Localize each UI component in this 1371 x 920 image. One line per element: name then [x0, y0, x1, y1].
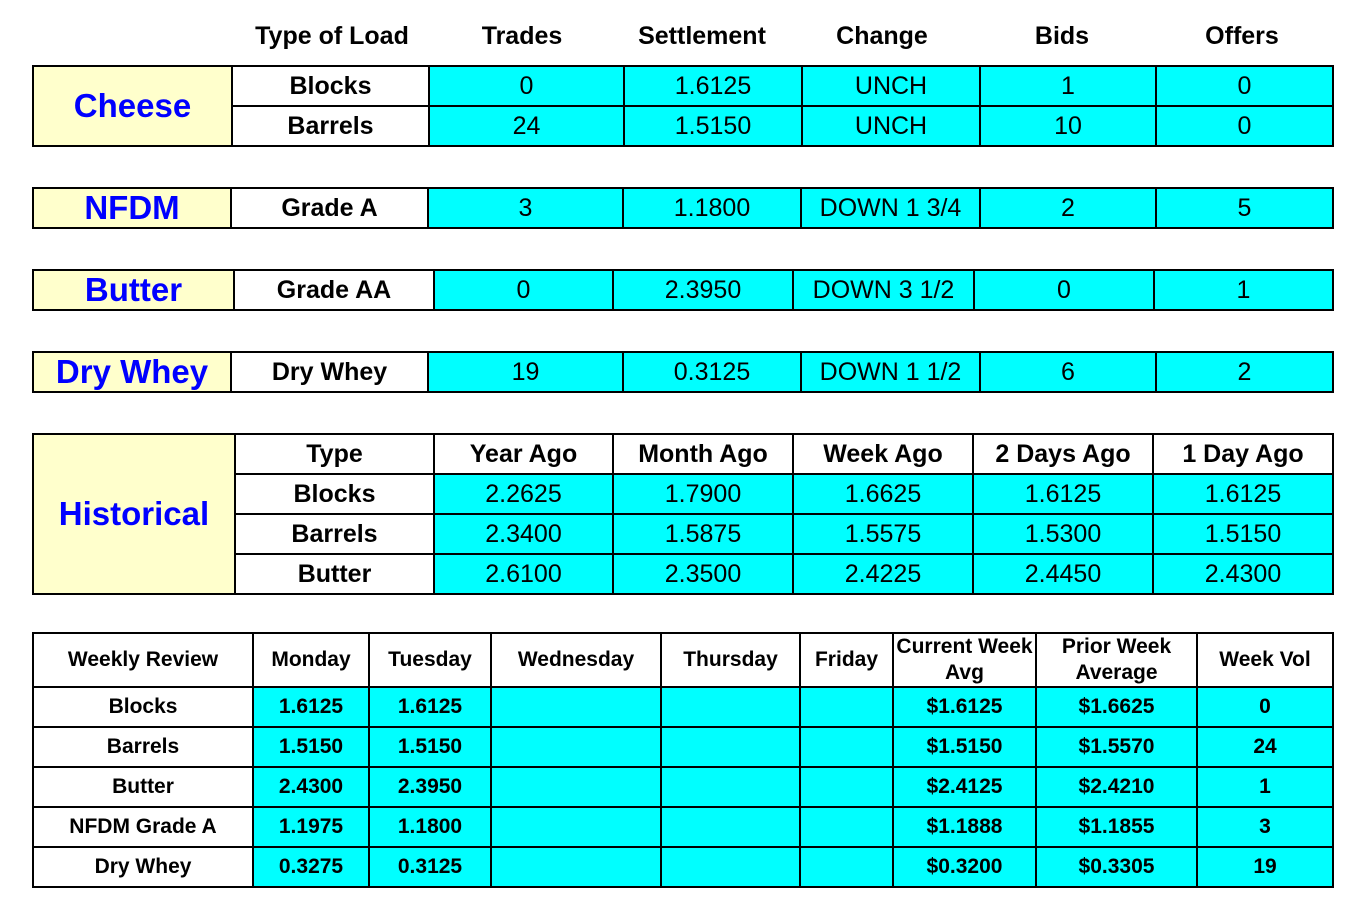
offers-cell: 0 [1156, 66, 1333, 106]
type-cell: Blocks [232, 66, 429, 106]
change-cell: DOWN 1 1/2 [801, 352, 980, 392]
value-cell: 1.1975 [253, 807, 369, 847]
value-cell [800, 807, 893, 847]
value-cell: 1.5300 [973, 514, 1153, 554]
type-cell: Grade A [231, 188, 428, 228]
header-change: Change [836, 22, 928, 50]
column-header: Type [235, 434, 434, 474]
value-cell: 1.5150 [253, 727, 369, 767]
change-cell: DOWN 3 1/2 [793, 270, 974, 310]
offers-cell: 1 [1154, 270, 1333, 310]
historical-table [32, 433, 1334, 595]
product-cell: Barrels [33, 727, 253, 767]
value-cell: 2.3950 [369, 767, 491, 807]
column-header: Week Vol [1197, 633, 1333, 687]
header-settlement: Settlement [638, 22, 766, 50]
value-cell: 0 [1197, 687, 1333, 727]
bids-cell: 6 [980, 352, 1156, 392]
bids-cell: 0 [974, 270, 1154, 310]
product-cell: Dry Whey [33, 847, 253, 887]
butter-table [32, 269, 1334, 311]
change-cell: UNCH [802, 106, 980, 146]
value-cell: 3 [1197, 807, 1333, 847]
value-cell: 1 [1197, 767, 1333, 807]
header-type-of-load: Type of Load [255, 22, 409, 50]
column-header: Weekly Review [33, 633, 253, 687]
column-header: Year Ago [434, 434, 613, 474]
trades-cell: 3 [428, 188, 623, 228]
value-cell: 1.5875 [613, 514, 793, 554]
column-header: 1 Day Ago [1153, 434, 1333, 474]
value-cell: 0.3275 [253, 847, 369, 887]
column-header: Current Week Avg [893, 633, 1036, 687]
dry-whey-table [32, 351, 1334, 393]
settlement-cell: 1.1800 [623, 188, 801, 228]
dry-whey-label: Dry Whey [33, 352, 231, 392]
table-row [33, 687, 1333, 727]
change-cell: UNCH [802, 66, 980, 106]
product-cell: NFDM Grade A [33, 807, 253, 847]
table-row [33, 270, 1333, 310]
value-cell: 2.3400 [434, 514, 613, 554]
value-cell: 1.5150 [369, 727, 491, 767]
settlement-cell: 0.3125 [623, 352, 801, 392]
value-cell [491, 767, 661, 807]
value-cell [661, 727, 800, 767]
value-cell: 0.3125 [369, 847, 491, 887]
column-header: Month Ago [613, 434, 793, 474]
bids-cell: 2 [980, 188, 1156, 228]
change-cell: DOWN 1 3/4 [801, 188, 980, 228]
value-cell: $1.1855 [1036, 807, 1197, 847]
value-cell [800, 767, 893, 807]
offers-cell: 5 [1156, 188, 1333, 228]
value-cell: 1.7900 [613, 474, 793, 514]
settlement-cell: 2.3950 [613, 270, 793, 310]
value-cell: $1.6625 [1036, 687, 1197, 727]
header-bids: Bids [1034, 22, 1090, 50]
cheese-label: Cheese [33, 66, 232, 146]
value-cell: 2.4300 [1153, 554, 1333, 594]
value-cell: 1.1800 [369, 807, 491, 847]
value-cell [661, 767, 800, 807]
value-cell: 2.4300 [253, 767, 369, 807]
settlement-cell: 1.5150 [624, 106, 802, 146]
table-row [33, 727, 1333, 767]
value-cell: $1.5570 [1036, 727, 1197, 767]
value-cell [800, 847, 893, 887]
trades-cell: 0 [429, 66, 624, 106]
column-header: 2 Days Ago [973, 434, 1153, 474]
value-cell [491, 687, 661, 727]
value-cell: 2.4450 [973, 554, 1153, 594]
column-header: Prior Week Average [1036, 633, 1197, 687]
type-cell: Dry Whey [231, 352, 428, 392]
cheese-table [32, 65, 1334, 147]
table-row [33, 807, 1333, 847]
column-header: Monday [253, 633, 369, 687]
value-cell: $1.5150 [893, 727, 1036, 767]
table-header-row [33, 633, 1333, 687]
value-cell: 2.3500 [613, 554, 793, 594]
historical-label: Historical [33, 434, 235, 594]
value-cell [661, 687, 800, 727]
value-cell: $0.3305 [1036, 847, 1197, 887]
value-cell: 1.5150 [1153, 514, 1333, 554]
value-cell: 1.6125 [973, 474, 1153, 514]
value-cell: 2.2625 [434, 474, 613, 514]
trades-cell: 24 [429, 106, 624, 146]
product-cell: Blocks [33, 687, 253, 727]
table-row [33, 847, 1333, 887]
column-header: Tuesday [369, 633, 491, 687]
type-cell: Butter [235, 554, 434, 594]
value-cell: $2.4125 [893, 767, 1036, 807]
value-cell [491, 847, 661, 887]
product-cell: Butter [33, 767, 253, 807]
table-row [33, 767, 1333, 807]
table-row [33, 188, 1333, 228]
type-cell: Grade AA [234, 270, 434, 310]
value-cell: 1.6125 [1153, 474, 1333, 514]
value-cell: 1.6625 [793, 474, 973, 514]
value-cell [661, 847, 800, 887]
value-cell: 2.4225 [793, 554, 973, 594]
header-offers: Offers [1205, 22, 1279, 50]
column-header: Wednesday [491, 633, 661, 687]
column-header: Thursday [661, 633, 800, 687]
offers-cell: 2 [1156, 352, 1333, 392]
table-header-row [33, 434, 1333, 474]
header-trades: Trades [481, 22, 563, 50]
value-cell: 1.6125 [369, 687, 491, 727]
weekly-review-table [32, 632, 1334, 888]
column-header: Friday [800, 633, 893, 687]
value-cell [661, 807, 800, 847]
value-cell [491, 807, 661, 847]
offers-cell: 0 [1156, 106, 1333, 146]
value-cell: 19 [1197, 847, 1333, 887]
value-cell: $2.4210 [1036, 767, 1197, 807]
type-cell: Barrels [235, 514, 434, 554]
nfdm-label: NFDM [33, 188, 231, 228]
value-cell [800, 727, 893, 767]
nfdm-table [32, 187, 1334, 229]
table-row [33, 66, 1333, 106]
type-cell: Barrels [232, 106, 429, 146]
bids-cell: 10 [980, 106, 1156, 146]
bids-cell: 1 [980, 66, 1156, 106]
table-row [33, 352, 1333, 392]
trades-cell: 19 [428, 352, 623, 392]
value-cell: 1.5575 [793, 514, 973, 554]
type-cell: Blocks [235, 474, 434, 514]
trades-cell: 0 [434, 270, 613, 310]
value-cell: 1.6125 [253, 687, 369, 727]
value-cell: $0.3200 [893, 847, 1036, 887]
settlement-cell: 1.6125 [624, 66, 802, 106]
value-cell: $1.1888 [893, 807, 1036, 847]
value-cell [800, 687, 893, 727]
butter-label: Butter [33, 270, 234, 310]
value-cell [491, 727, 661, 767]
value-cell: 24 [1197, 727, 1333, 767]
value-cell: 2.6100 [434, 554, 613, 594]
value-cell: $1.6125 [893, 687, 1036, 727]
column-header: Week Ago [793, 434, 973, 474]
